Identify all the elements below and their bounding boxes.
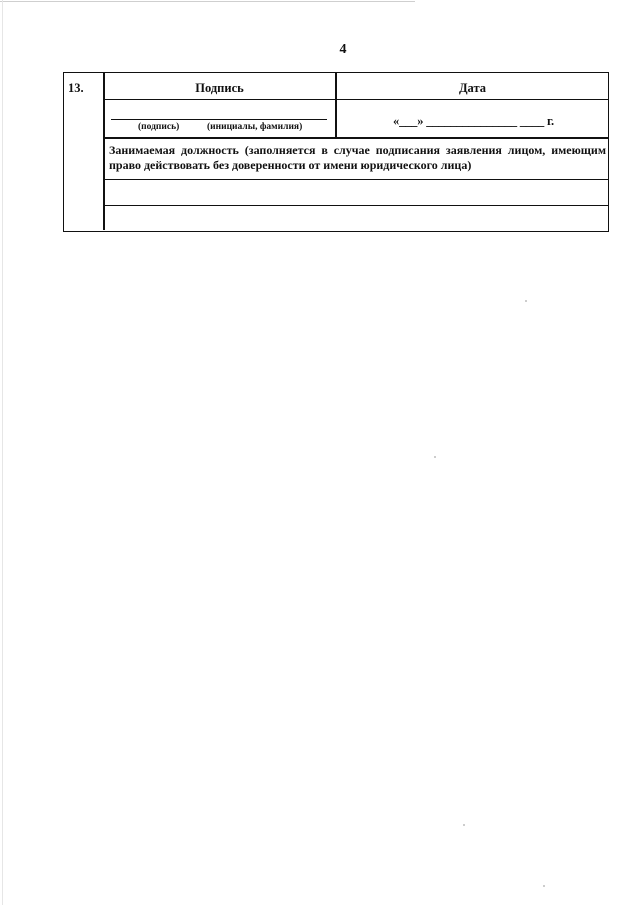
signature-line[interactable] [111, 119, 327, 120]
scan-speck [525, 300, 527, 302]
page-edge-left [2, 0, 3, 905]
page-number: 4 [339, 42, 347, 57]
header-row-divider [104, 99, 608, 100]
scan-speck [434, 456, 436, 458]
position-line-1[interactable] [108, 181, 606, 203]
signature-row-divider [104, 137, 608, 139]
number-column-divider [103, 73, 105, 230]
signature-table [63, 72, 609, 232]
signature-header: Подпись [195, 81, 244, 95]
date-header: Дата [458, 81, 487, 95]
position-row-divider [104, 179, 608, 180]
scan-speck [543, 885, 545, 887]
signature-caption: (подпись) [138, 122, 180, 132]
initials-caption: (инициалы, фамилия) [207, 122, 303, 132]
scan-speck [463, 824, 465, 826]
date-field[interactable]: «___» _______________ ____ г. [393, 114, 554, 128]
position-label: Занимаемая должность (заполняется в случае подписания заявления лицом, имеющим право действовать без доверенности от имени юридического лица) [109, 143, 606, 172]
position-line-2[interactable] [108, 207, 606, 229]
item-number: 13. [68, 81, 84, 95]
page-edge-top [0, 1, 415, 2]
blank-row-divider [104, 205, 608, 206]
